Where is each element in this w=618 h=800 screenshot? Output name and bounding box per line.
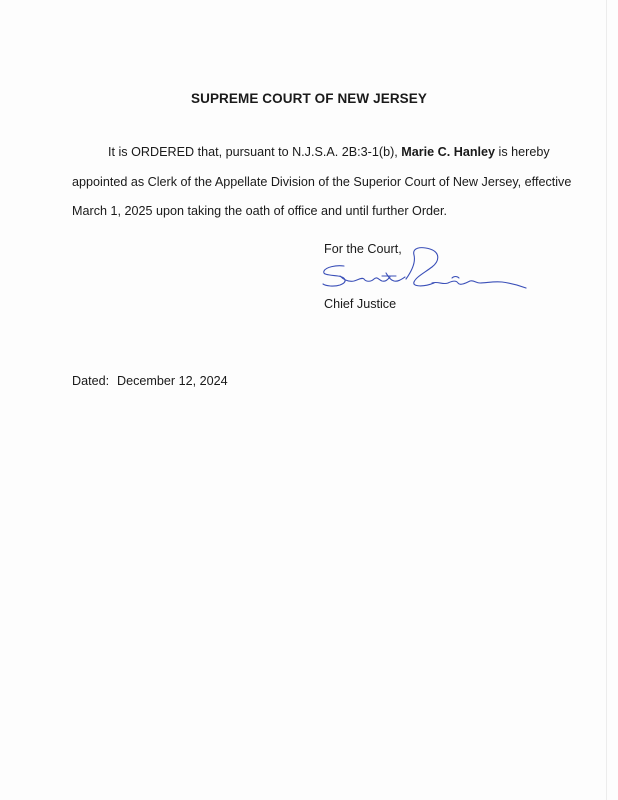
order-line-1 [72, 138, 552, 168]
order-line-2: appointed as Clerk of the Appellate Division of the Superior Court of New Jersey, effective [72, 174, 572, 189]
for-the-court-label: For the Court, [324, 242, 402, 256]
order-line-3: March 1, 2025 upon taking the oath of office and until further Order. [72, 204, 448, 218]
dated-label: Dated: [72, 374, 110, 388]
dated-line [72, 374, 228, 388]
dated-value: December 12, 2024 [117, 374, 228, 388]
chief-justice-title: Chief Justice [324, 297, 397, 311]
order-line-1-prefix: It is ORDERED that, pursuant to N.J.S.A. 2B:3-1(b), [108, 145, 402, 159]
appointee-name: Marie C. Hanley [401, 145, 496, 159]
court-heading: SUPREME COURT OF NEW JERSEY [191, 91, 427, 106]
order-paragraph [72, 138, 572, 227]
order-line-1-suffix: is hereby [495, 145, 550, 159]
chief-justice-signature [316, 245, 530, 297]
page-edge-line [606, 0, 607, 800]
